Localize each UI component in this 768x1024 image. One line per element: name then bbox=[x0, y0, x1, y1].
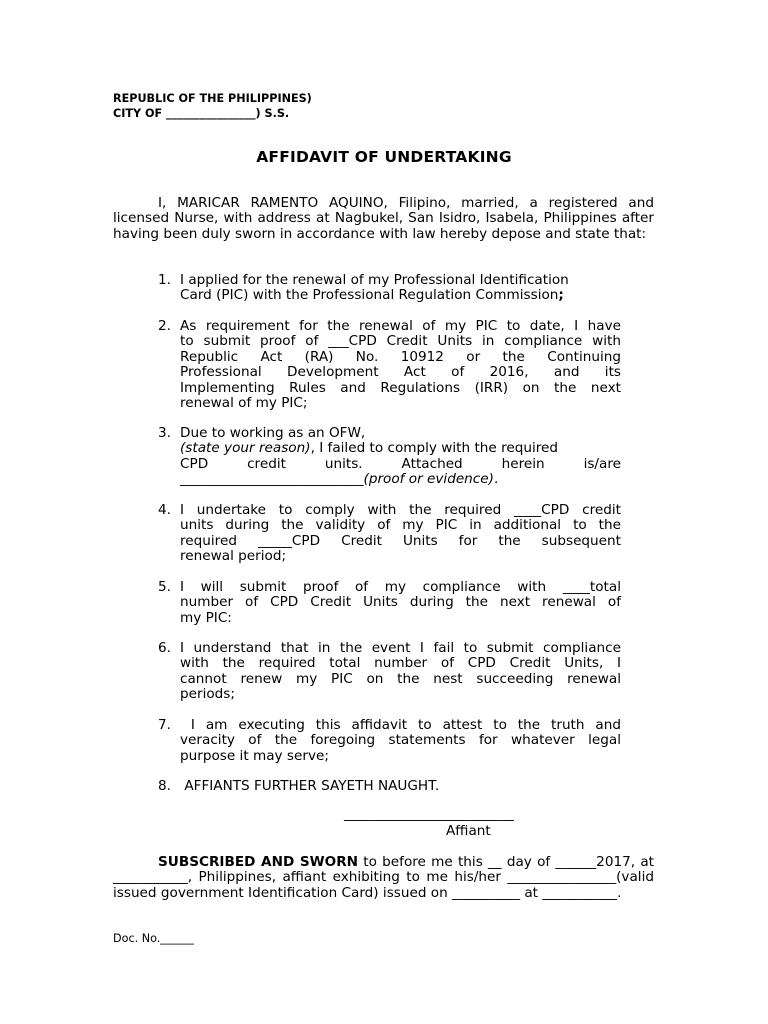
item-text-line: I undertake to comply with the required ____CPD credit bbox=[180, 502, 621, 518]
jurat-paragraph bbox=[113, 855, 654, 901]
item-text-line: Implementing Rules and Regulations (IRR) on the next bbox=[180, 379, 621, 396]
item-number: 2. bbox=[158, 318, 171, 334]
item-number: 3. bbox=[158, 425, 171, 441]
item-text-line: CPD credit units. Attached herein is/are bbox=[180, 455, 621, 472]
item-text-line: with the required total number of CPD Credit Units, I bbox=[180, 655, 621, 672]
list-item bbox=[158, 779, 621, 794]
document-header bbox=[113, 92, 312, 121]
intro-paragraph: I, MARICAR RAMENTO AQUINO, Filipino, married, a registered and licensed Nurse, with address at Nagbukel, San Isidro, Isabela, Philippines after having been duly sworn in accordance with law hereby depose and state that: bbox=[113, 195, 654, 242]
item-text-line: renewal of my PIC; bbox=[180, 395, 308, 412]
evidence-placeholder: (proof or evidence) bbox=[363, 471, 494, 488]
item-text-line: cannot renew my PIC on the nest succeeding renewal bbox=[180, 670, 621, 687]
header-republic-line: REPUBLIC OF THE PHILIPPINES) bbox=[113, 92, 312, 105]
item-text-line: , I failed to comply with the required bbox=[310, 440, 559, 457]
item-text-line: my PIC: bbox=[180, 609, 232, 626]
item-text-line: Card (PIC) with the Professional Regulation Commission bbox=[180, 287, 559, 304]
item-text-line: As requirement for the renewal of my PIC to date, I have bbox=[180, 318, 621, 334]
item-number: 1. bbox=[158, 272, 171, 288]
item-number: 5. bbox=[158, 579, 171, 595]
signature-line: _________________________ bbox=[344, 806, 514, 822]
item-number: 4. bbox=[158, 502, 171, 518]
item-text-line: I am executing this affidavit to attest to the truth and bbox=[180, 717, 621, 733]
item-text-line: Professional Development Act of 2016, and its bbox=[180, 364, 621, 381]
item-number: 6. bbox=[158, 640, 171, 656]
list-item bbox=[158, 319, 621, 411]
item-text-line: renewal period; bbox=[180, 548, 287, 565]
affiant-label: Affiant bbox=[446, 823, 491, 839]
item-text-line: I understand that in the event I fail to submit compliance bbox=[180, 640, 621, 656]
item-text-line: Due to working as an OFW, bbox=[180, 425, 366, 441]
document-title: AFFIDAVIT OF UNDERTAKING bbox=[256, 148, 512, 166]
item-text-line: I applied for the renewal of my Professional Identification bbox=[180, 272, 569, 288]
item-text-line: number of CPD Credit Units during the next renewal of bbox=[180, 594, 621, 611]
item-text-line: periods; bbox=[180, 686, 235, 703]
list-item bbox=[158, 580, 621, 626]
item-number: 8. bbox=[158, 778, 171, 794]
item-text-line: to submit proof of ___CPD Credit Units in compliance with bbox=[180, 333, 621, 350]
jurat-text: to before me this __ day of ______2017, at ___________, Philippines, affiant exhibiting to me his/her ________________(valid issued government Identification Card) issued on __________ at ___________. bbox=[113, 854, 654, 901]
list-item bbox=[158, 426, 621, 488]
item-text-tail: . bbox=[493, 471, 499, 488]
item-text-line: required _____CPD Credit Units for the subsequent bbox=[180, 532, 621, 549]
list-item bbox=[158, 273, 621, 304]
jurat-heading: SUBSCRIBED AND SWORN bbox=[158, 854, 359, 870]
reason-placeholder: (state your reason) bbox=[180, 440, 311, 457]
list-item bbox=[158, 503, 621, 565]
header-city-line: CITY OF ________________) S.S. bbox=[113, 106, 290, 120]
item-text-line: units during the validity of my PIC in additional to the bbox=[180, 517, 621, 534]
doc-number: Doc. No.______ bbox=[113, 932, 194, 945]
item-text-line: Republic Act (RA) No. 10912 or the Continuing bbox=[180, 348, 621, 365]
item-text-tail: ; bbox=[558, 287, 564, 304]
list-item bbox=[158, 718, 621, 764]
item-text-line: purpose it may serve; bbox=[180, 747, 329, 764]
item-number: 7. bbox=[158, 717, 171, 733]
blank-line: ___________________________ bbox=[180, 471, 364, 488]
item-text-line: AFFIANTS FURTHER SAYETH NAUGHT. bbox=[180, 778, 440, 794]
list-item bbox=[158, 641, 621, 703]
item-text-line: veracity of the foregoing statements for whatever legal bbox=[180, 732, 621, 749]
item-text-line: I will submit proof of my compliance with ____total bbox=[180, 579, 621, 595]
